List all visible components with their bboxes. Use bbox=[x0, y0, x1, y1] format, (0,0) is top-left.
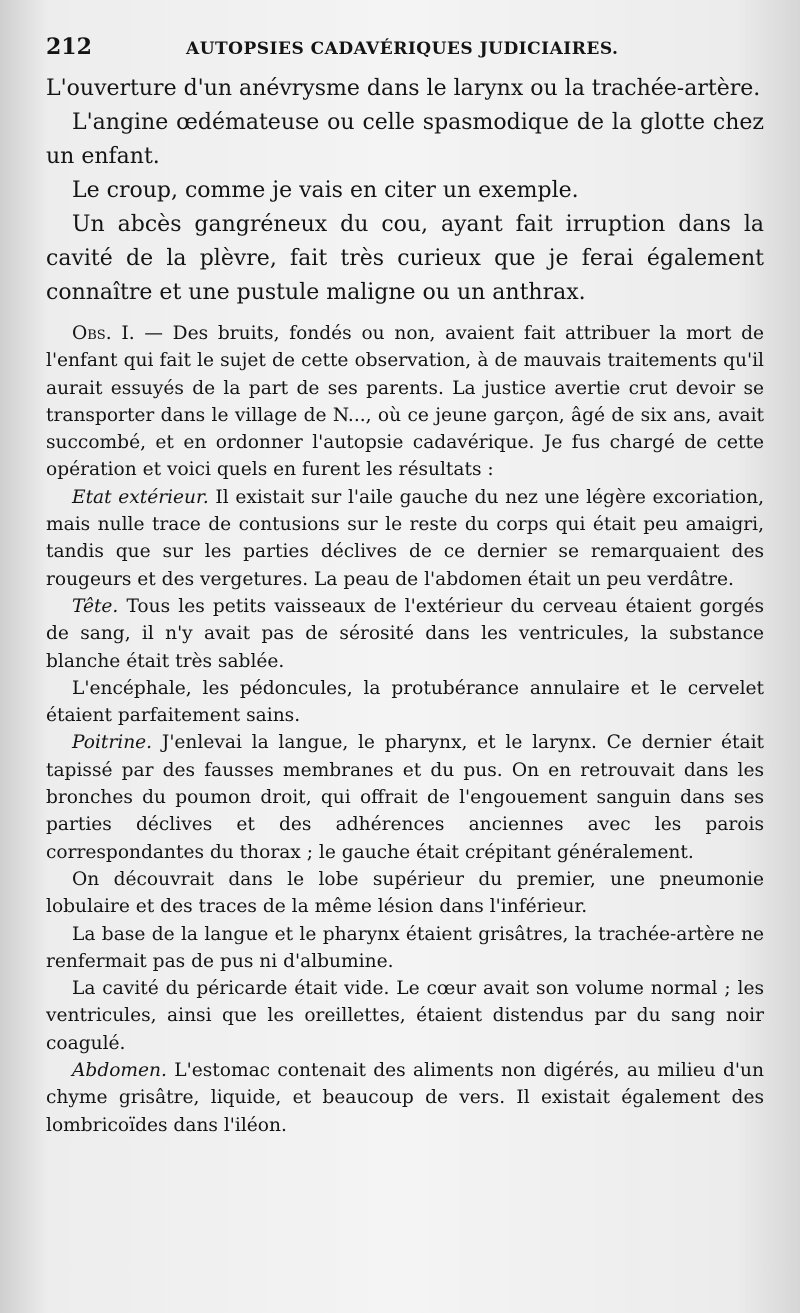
langue-paragraph: La base de la langue et le pharynx étaient grisâtres, la trachée-artère ne renfermait pas de pus ni d'albumine. bbox=[46, 923, 764, 972]
section-label: Etat extérieur. bbox=[72, 486, 209, 508]
section-text: L'estomac contenait des aliments non digérés, au milieu d'un chyme grisâtre, liquide, et beaucoup de vers. Il existait également des lombricoïdes dans l'iléon. bbox=[46, 1060, 764, 1136]
section-label: Tête. bbox=[72, 595, 119, 617]
section-text: Il existait sur l'aile gauche du nez une légère excoriation, mais nulle trace de contusions sur le reste du corps qui était peu amaigri, tandis que sur les parties déclives de ce dernier se remarquaient des rougeurs et des vergetures. La peau de l'abdomen était un peu verdâtre. bbox=[46, 486, 764, 590]
list-item: Le croup, comme je vais en citer un exemple. bbox=[72, 178, 579, 203]
section-label: Abdomen. bbox=[72, 1060, 167, 1082]
page-number: 212 bbox=[46, 34, 92, 60]
running-title: AUTOPSIES CADAVÉRIQUES JUDICIAIRES. bbox=[186, 39, 619, 59]
observation-text: — Des bruits, fondés ou non, avaient fait attribuer la mort de l'enfant qui fait le sujet de cette observation, à de mauvais traitements qu'il aurait essuyés de la part de ses parents. La justice avertie crut devoir se transporter dans le village de N..., où ce jeune garçon, âgé de six ans, avait succombé, et en ordonner l'autopsie cadavérique. Je fus chargé de cette opération et voici quels en furent les résultats : bbox=[46, 323, 764, 481]
section-label: Poitrine. bbox=[72, 732, 153, 754]
poitrine-paragraph bbox=[46, 729, 764, 865]
pericarde-paragraph: La cavité du péricarde était vide. Le cœur avait son volume normal ; les ventricules, ainsi que les oreillettes, étaient distendus par du sang noir coagulé. bbox=[46, 978, 764, 1054]
list-item: L'ouverture d'un anévrysme dans le larynx ou la trachée-artère. bbox=[46, 76, 761, 101]
list-item: Un abcès gangréneux du cou, ayant fait irruption dans la cavité de la plèvre, fait très curieux que je ferai également connaître et une pustule maligne ou un anthrax. bbox=[46, 212, 764, 305]
observation-label: Obs. I. bbox=[72, 323, 135, 344]
list-item: L'angine œdémateuse ou celle spasmodique de la glotte chez un enfant. bbox=[46, 110, 764, 169]
etat-exterieur-paragraph bbox=[46, 484, 764, 593]
tete-paragraph bbox=[46, 593, 764, 675]
observation-paragraph bbox=[46, 320, 764, 484]
encephale-paragraph: L'encéphale, les pédoncules, la protubérance annulaire et le cervelet étaient parfaitement sains. bbox=[46, 677, 764, 727]
section-text: Tous les petits vaisseaux de l'extérieur du cerveau étaient gorgés de sang, il n'y avait pas de sérosité dans les ventricules, la substance blanche était très sablée. bbox=[46, 595, 764, 672]
lobe-paragraph: On découvrait dans le lobe supérieur du premier, une pneumonie lobulaire et des traces de la même lésion dans l'inférieur. bbox=[46, 868, 764, 918]
abdomen-paragraph bbox=[46, 1057, 764, 1139]
section-text: J'enlevai la langue, le pharynx, et le larynx. Ce dernier était tapissé par des fausses membranes et du pus. On en retrouvait dans les bronches du poumon droit, qui offrait de l'engouement sanguin dans ses parties déclives et des adhérences anciennes avec les parois correspondantes du thorax ; le gauche était crépitant généralement. bbox=[46, 732, 764, 863]
page-header bbox=[46, 34, 764, 72]
